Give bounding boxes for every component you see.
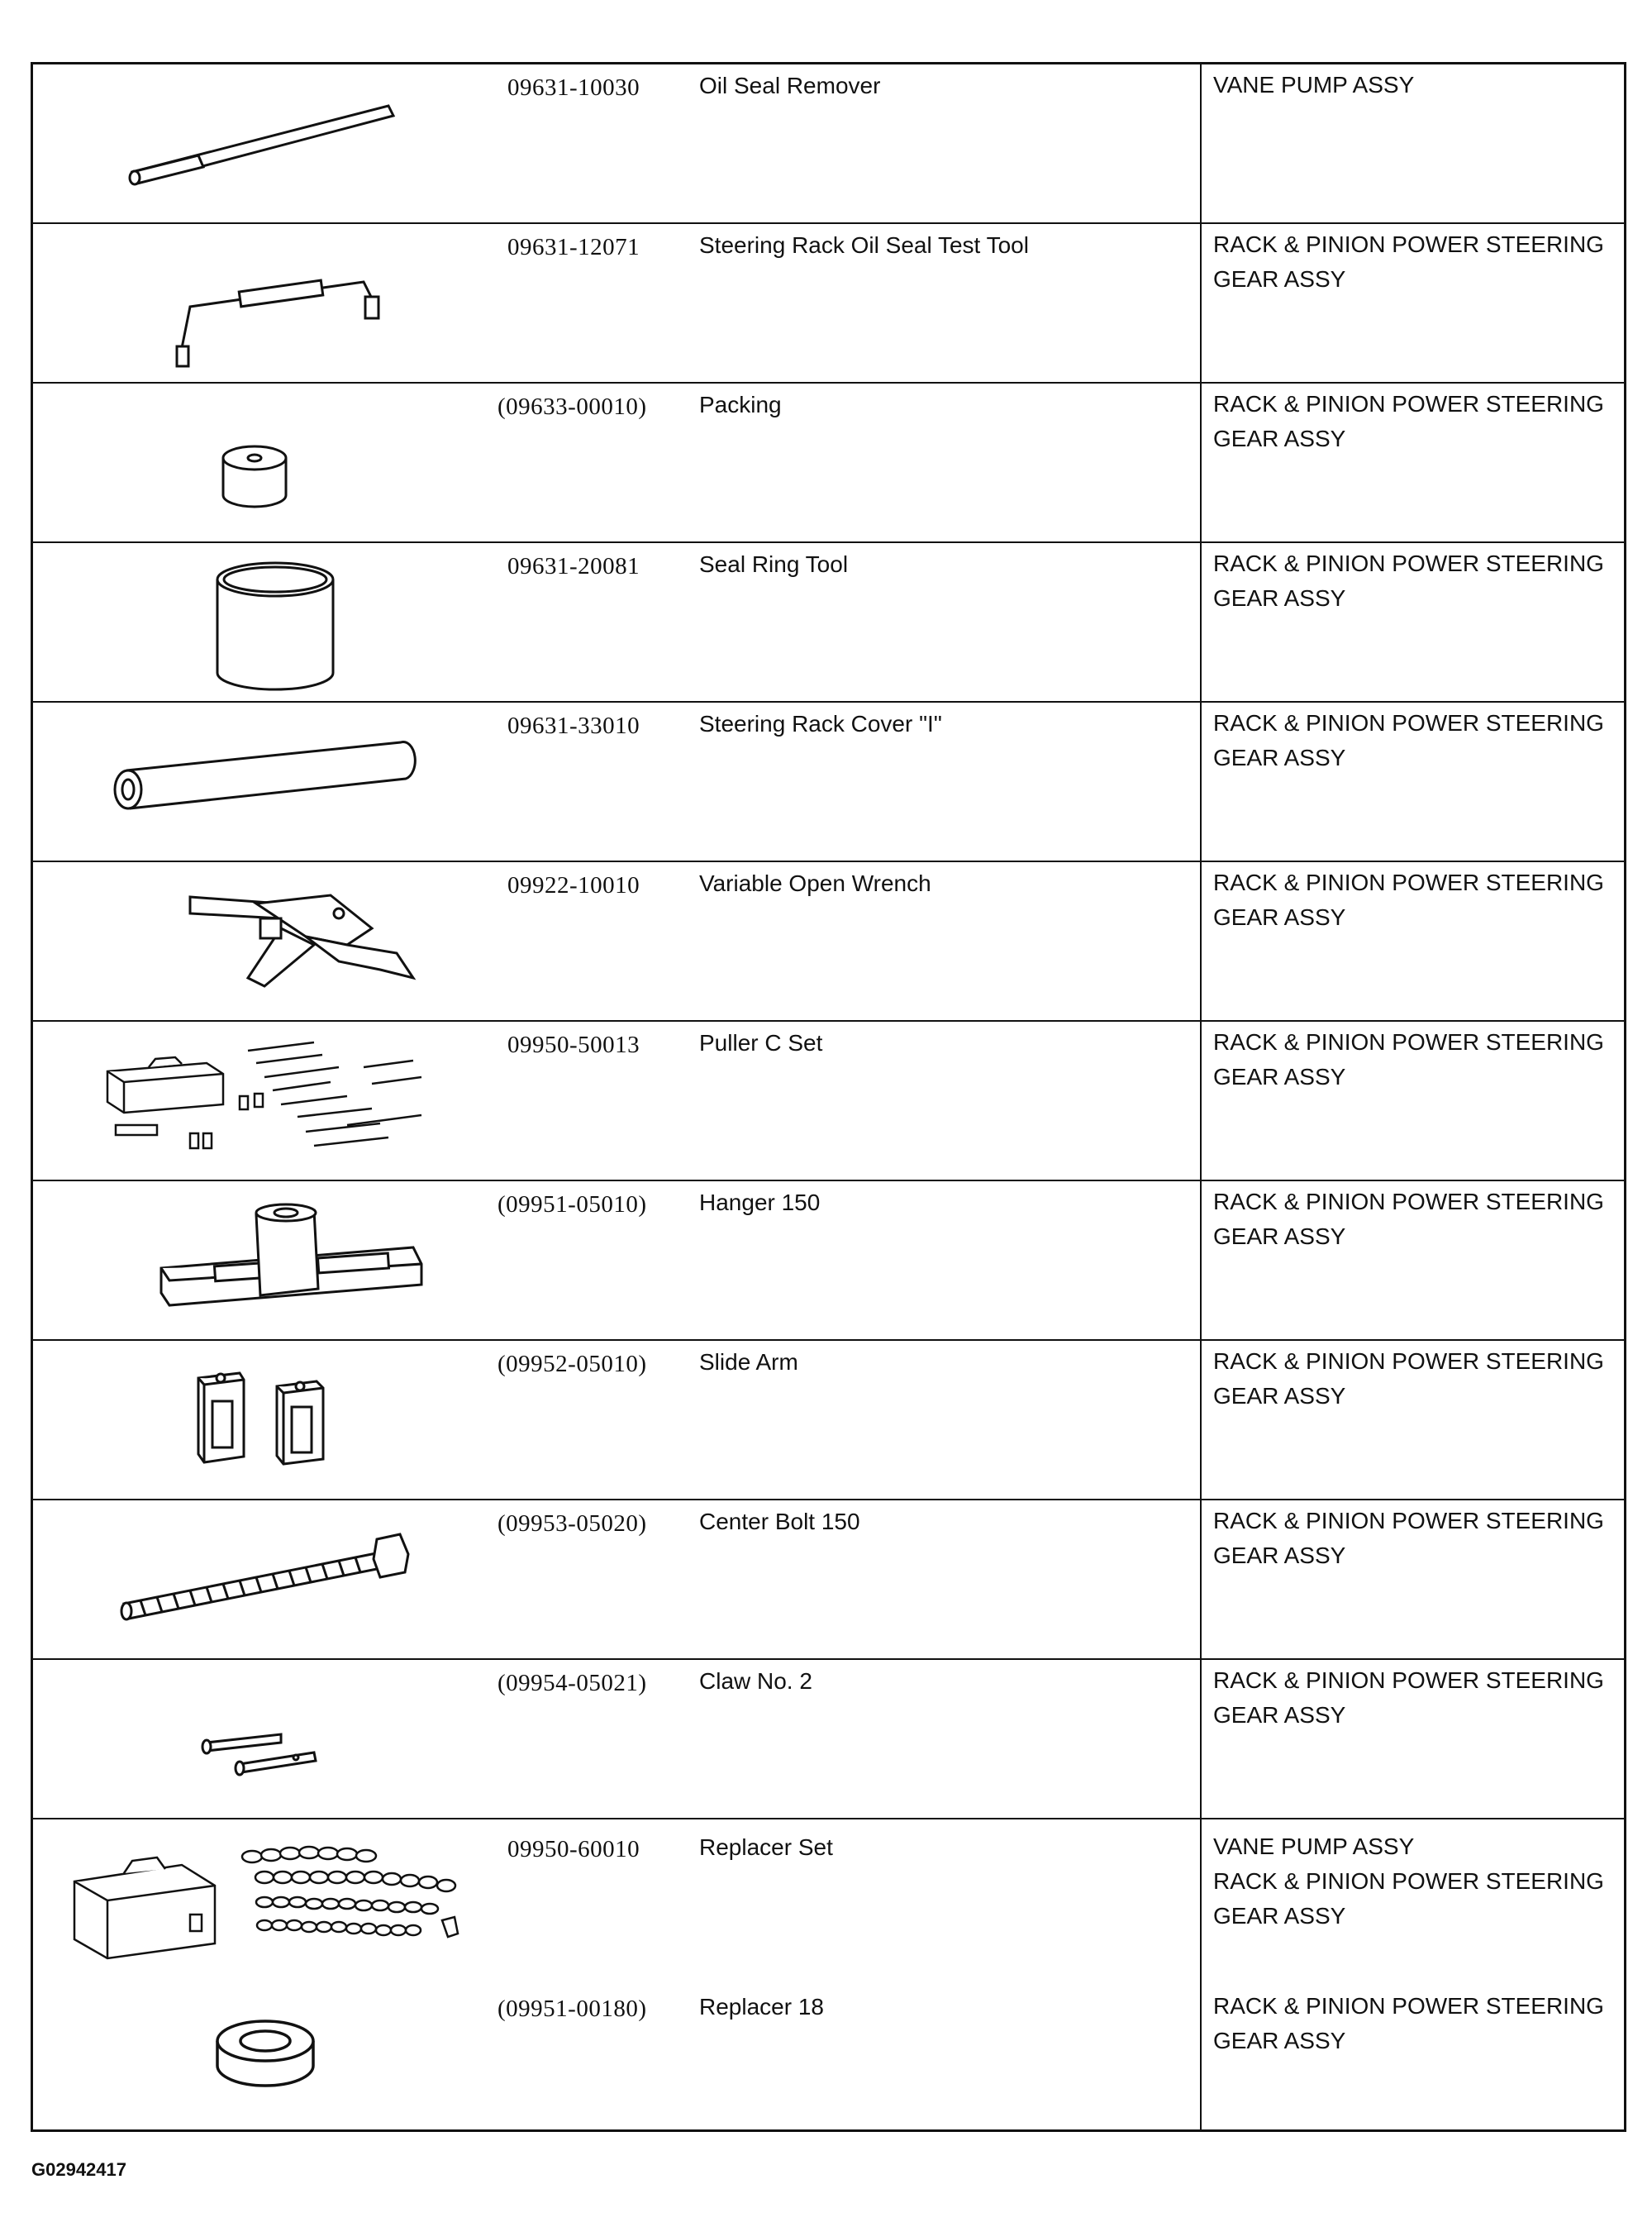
seal-ring-tool-illustration	[194, 553, 359, 698]
tool-name: Hanger 150	[699, 1190, 821, 1215]
applies-to: RACK & PINION POWER STEERING GEAR ASSY	[1213, 1029, 1604, 1090]
oil-seal-remover-illustration	[116, 98, 413, 205]
applies-to: RACK & PINION POWER STEERING GEAR ASSY	[1213, 1348, 1604, 1409]
test-tool-illustration	[132, 241, 413, 373]
table-row	[33, 224, 1624, 384]
packing-illustration	[207, 425, 306, 524]
part-number: (09951-00180)	[498, 1996, 647, 2022]
tool-name: Seal Ring Tool	[699, 551, 849, 577]
part-number: 09631-12071	[507, 234, 640, 260]
table-row	[33, 862, 1624, 1022]
table-row	[33, 1660, 1624, 1819]
tool-name: Packing	[699, 392, 782, 417]
table-row	[33, 703, 1624, 862]
part-number: 09950-50013	[507, 1032, 640, 1058]
tool-name: Variable Open Wrench	[699, 870, 931, 896]
table-row	[33, 1500, 1624, 1660]
part-number: (09951-05010)	[498, 1191, 647, 1218]
open-wrench-illustration	[182, 879, 430, 1011]
table-row	[33, 1341, 1624, 1500]
tool-name: Claw No. 2	[699, 1668, 812, 1694]
part-number: 09922-10010	[507, 872, 640, 899]
tool-name: Oil Seal Remover	[699, 73, 881, 98]
claw-illustration	[198, 1710, 364, 1784]
table-row	[33, 1819, 1624, 2129]
table-row	[33, 384, 1624, 543]
applies-to: RACK & PINION POWER STEERING GEAR ASSY	[1213, 870, 1604, 930]
applies-to: RACK & PINION POWER STEERING GEAR ASSY	[1213, 231, 1604, 292]
applies-to: RACK & PINION POWER STEERING GEAR ASSY	[1213, 1189, 1604, 1249]
applies-to: VANE PUMP ASSY	[1213, 72, 1415, 98]
applies-to: RACK & PINION POWER STEERING GEAR ASSY	[1213, 710, 1604, 770]
tool-name: Puller C Set	[699, 1030, 823, 1056]
part-number: 09631-33010	[507, 713, 640, 739]
figure-id: G02942417	[31, 2159, 126, 2180]
part-number: (09633-00010)	[498, 393, 647, 420]
tool-name: Replacer Set	[699, 1834, 833, 1860]
applies-to: RACK & PINION POWER STEERING GEAR ASSY	[1213, 551, 1604, 611]
replacer-set-illustration	[66, 1828, 479, 1960]
puller-set-illustration	[99, 1034, 446, 1175]
applies-to: RACK & PINION POWER STEERING GEAR ASSY	[1213, 1667, 1604, 1728]
tool-table	[31, 62, 1626, 2132]
center-bolt-illustration	[107, 1521, 438, 1637]
slide-arm-illustration	[169, 1361, 368, 1494]
tool-name: Slide Arm	[699, 1349, 798, 1375]
hanger-illustration	[124, 1198, 438, 1330]
table-row	[33, 1181, 1624, 1341]
tool-name: Replacer 18	[699, 1994, 824, 2020]
part-number: 09631-20081	[507, 553, 640, 579]
part-number: 09950-60010	[507, 1836, 640, 1862]
applies-to: RACK & PINION POWER STEERING GEAR ASSY	[1213, 1508, 1604, 1568]
applies-to: RACK & PINION POWER STEERING GEAR ASSY	[1213, 391, 1604, 451]
tool-name: Center Bolt 150	[699, 1509, 860, 1534]
table-row	[33, 64, 1624, 224]
replacer-18-illustration	[202, 2001, 335, 2109]
rack-cover-illustration	[103, 736, 434, 827]
table-row	[33, 543, 1624, 703]
part-number: (09954-05021)	[498, 1670, 647, 1696]
tool-name: Steering Rack Cover "I"	[699, 711, 942, 737]
tool-name: Steering Rack Oil Seal Test Tool	[699, 232, 1029, 258]
part-number: 09631-10030	[507, 74, 640, 101]
applies-to: VANE PUMP ASSY RACK & PINION POWER STEERING GEAR ASSY	[1213, 1834, 1604, 1929]
table-row	[33, 1022, 1624, 1181]
part-number: (09952-05010)	[498, 1351, 647, 1377]
applies-to: RACK & PINION POWER STEERING GEAR ASSY	[1213, 1993, 1604, 2053]
part-number: (09953-05020)	[498, 1510, 647, 1537]
